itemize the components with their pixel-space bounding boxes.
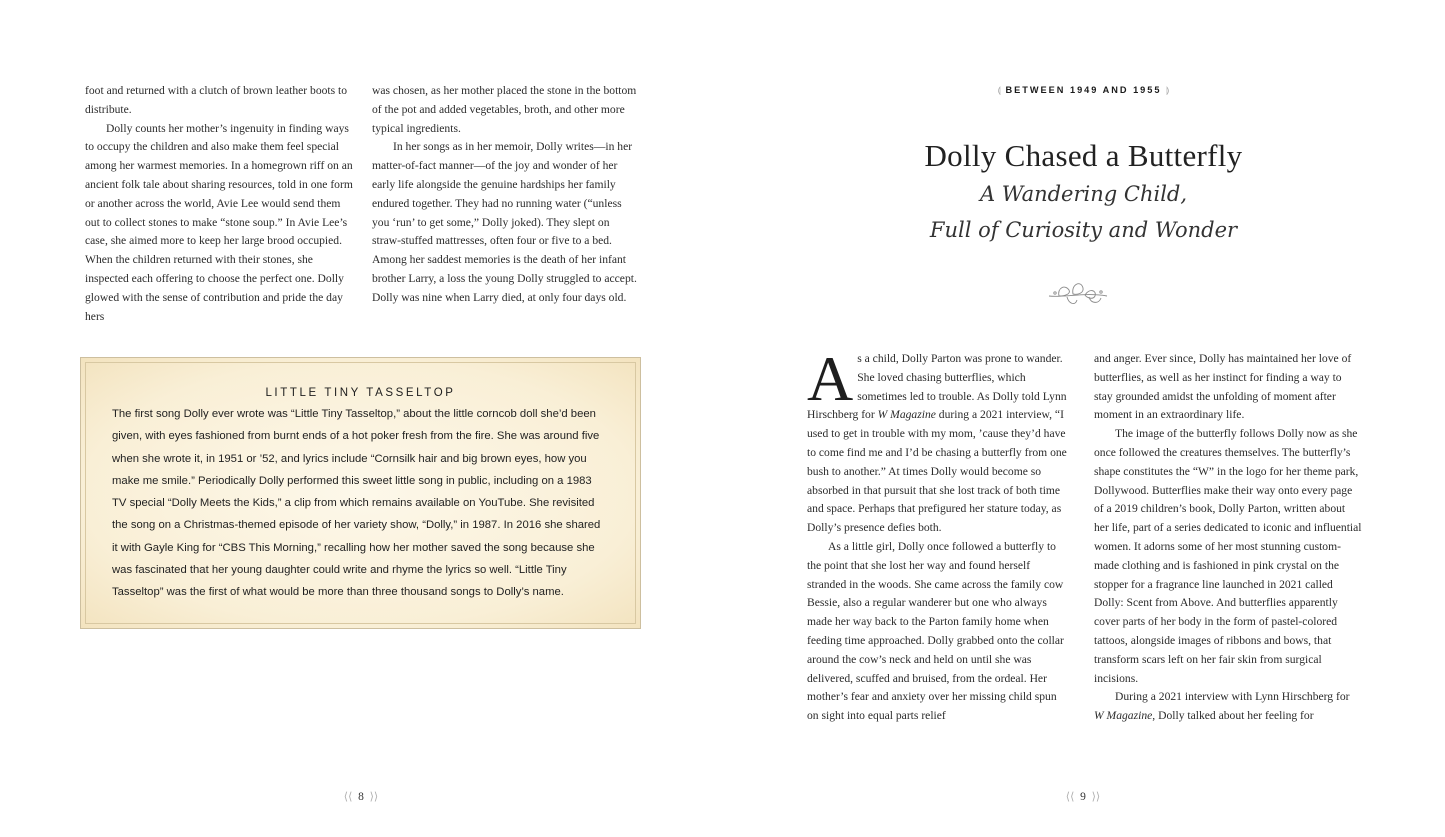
kicker-ornament-left-icon: ⟬ <box>997 85 1001 95</box>
right-column-2 <box>1094 350 1362 726</box>
paragraph: foot and returned with a clutch of brown leather boots to distribute. <box>85 84 348 116</box>
lead-text-2: during a 2021 interview, “I used to get in trouble with my mom, ’cause they’d have to come find me and I’d be chasing a butterfly from one bush to another.” At times Dolly would become so absorbed in that pursuit that she lost track of both time and space. Perhaps that prefigured her stature today, as Dolly’s presence defies both. <box>807 408 1067 535</box>
kicker-text: BETWEEN 1949 AND 1955 <box>1005 85 1162 95</box>
drop-cap: A <box>807 343 854 414</box>
sidebar-body: The first song Dolly ever wrote was “Little Tiny Tasseltop,” about the little corncob doll she’d been given, with eyes fashioned from burnt ends of a hot poker fresh from the fire. She was around five when she wrote it, in 1951 or ’52, and lyrics include “Cornsilk hair and big brown eyes, how you make me smile.” Periodically Dolly performed this sweet little song in public, including on a 1983 TV special “Dolly Meets the Kids,” a clip from which remains available on YouTube. She revisited the song on a Christmas-themed episode of her variety show, “Dolly,” in 1987. In 2016 she shared it with Gayle King for “CBS This Morning,” recalling how her mother saved the song because she was fascinated that her young daughter could write and rhyme the lyrics so well. “Little Tiny Tasseltop” was the first of what would be more than three thousand songs to Dolly’s name. <box>112 408 601 599</box>
left-page <box>0 0 722 837</box>
chapter-title: Dolly Chased a Butterfly <box>924 138 1243 173</box>
sidebar-title: LITTLE TINY TASSELTOP <box>265 387 456 399</box>
page-number <box>331 790 391 803</box>
right-column-1 <box>807 343 1069 726</box>
left-column-2 <box>372 82 640 308</box>
lead-text-1: s a child, Dolly Parton was prone to wander. She loved chasing butterflies, which sometimes led to trouble. As Dolly told Lynn Hirschberg for <box>807 352 1067 422</box>
paragraph: In her songs as in her memoir, Dolly writes—in her matter-of-fact manner—of the joy and wonder of her early life alongside the genuine hardships her family endured together. They had no running water (“unless you ‘run’ to get some,” Dolly joked). They slept on straw-stuffed mattresses, often four or five to a bed. Among her saddest memories is the death of her infant brother Larry, a loss the young Dolly struggled to accept. Dolly was nine when Larry died, at only four days old. <box>372 140 637 304</box>
sidebar-box <box>80 357 641 629</box>
lead-paragraph <box>807 343 1069 538</box>
page-number-value: 9 <box>1080 791 1086 803</box>
folio-ornament-right-icon: ⟩⟩ <box>1091 791 1101 803</box>
paragraph: and anger. Ever since, Dolly has maintained her love of butterflies, as well as her instinct for finding a way to stay grounded amidst the unfolding of moment after moment in an extraordinary life. <box>1094 352 1352 422</box>
chapter-kicker <box>722 85 1445 96</box>
para-text-1: During a 2021 interview with Lynn Hirschberg for <box>1115 690 1350 704</box>
magazine-title: W Magazine <box>877 408 936 422</box>
page-number-value: 8 <box>358 791 364 803</box>
paragraph: Dolly counts her mother’s ingenuity in finding ways to occupy the children and also make them feel special among her warmest memories. In a homegrown riff on an ancient folk tale about sharing resources, told in one form or another across the world, Avie Lee would send them out to collect stones to make “stone soup.” In Avie Lee’s case, she aimed more to keep her large brood occupied. When the children returned with their stones, she inspected each offering to choose the perfect one. Dolly glowed with the sense of contribution and pride the day hers <box>85 121 353 323</box>
page-number <box>1053 790 1113 803</box>
paragraph: The image of the butterfly follows Dolly now as she once followed the creatures themselves. The butterfly’s shape constitutes the “W” in the logo for her theme park, Dollywood. Butterflies make their way onto every page of a 2019 children’s book, Dolly Parton, written about her life, part of a series dedicated to iconic and influential women. It adorns some of her most stunning custom-made clothing and is fashioned in pink crystal on the stopper for a fragrance line launched in 2021 called Dolly: Scent from Above. And butterflies apparently cover parts of her body in the form of pastel-colored tattoos, alongside images of ribbons and bows, that transform scars left on her fair skin from surgical incisions. <box>1094 427 1362 685</box>
floral-ornament-icon <box>1045 276 1111 312</box>
paragraph: As a little girl, Dolly once followed a butterfly to the point that she lost her way and found herself stranded in the woods. She came across the family cow Bessie, also a regular wanderer but one who always made her way back to the Parton family home when feeding time approached. Dolly grabbed onto the collar around the cow’s neck and held on until she was delivered, scuffed and bruised, from the ordeal. Her mother’s fear and anxiety over her missing child spun on sight into equal parts relief <box>807 539 1064 723</box>
para-text-2: , Dolly talked about her feeling for <box>1152 709 1314 723</box>
right-page <box>722 0 1445 837</box>
chapter-subtitle-line-1: A Wandering Child, <box>979 182 1188 206</box>
sidebar-inner-frame <box>85 362 636 624</box>
chapter-subtitle-line-2: Full of Curiosity and Wonder <box>929 218 1238 242</box>
folio-ornament-left-icon: ⟨⟨ <box>1065 791 1075 803</box>
paragraph <box>1094 688 1362 726</box>
folio-ornament-right-icon: ⟩⟩ <box>369 791 379 803</box>
kicker-ornament-right-icon: ⟭ <box>1166 85 1170 95</box>
folio-ornament-left-icon: ⟨⟨ <box>343 791 353 803</box>
paragraph: was chosen, as her mother placed the stone in the bottom of the pot and added vegetables, broth, and other more typical ingredients. <box>372 84 637 135</box>
left-column-1 <box>85 82 355 326</box>
magazine-title: W Magazine <box>1094 709 1153 723</box>
